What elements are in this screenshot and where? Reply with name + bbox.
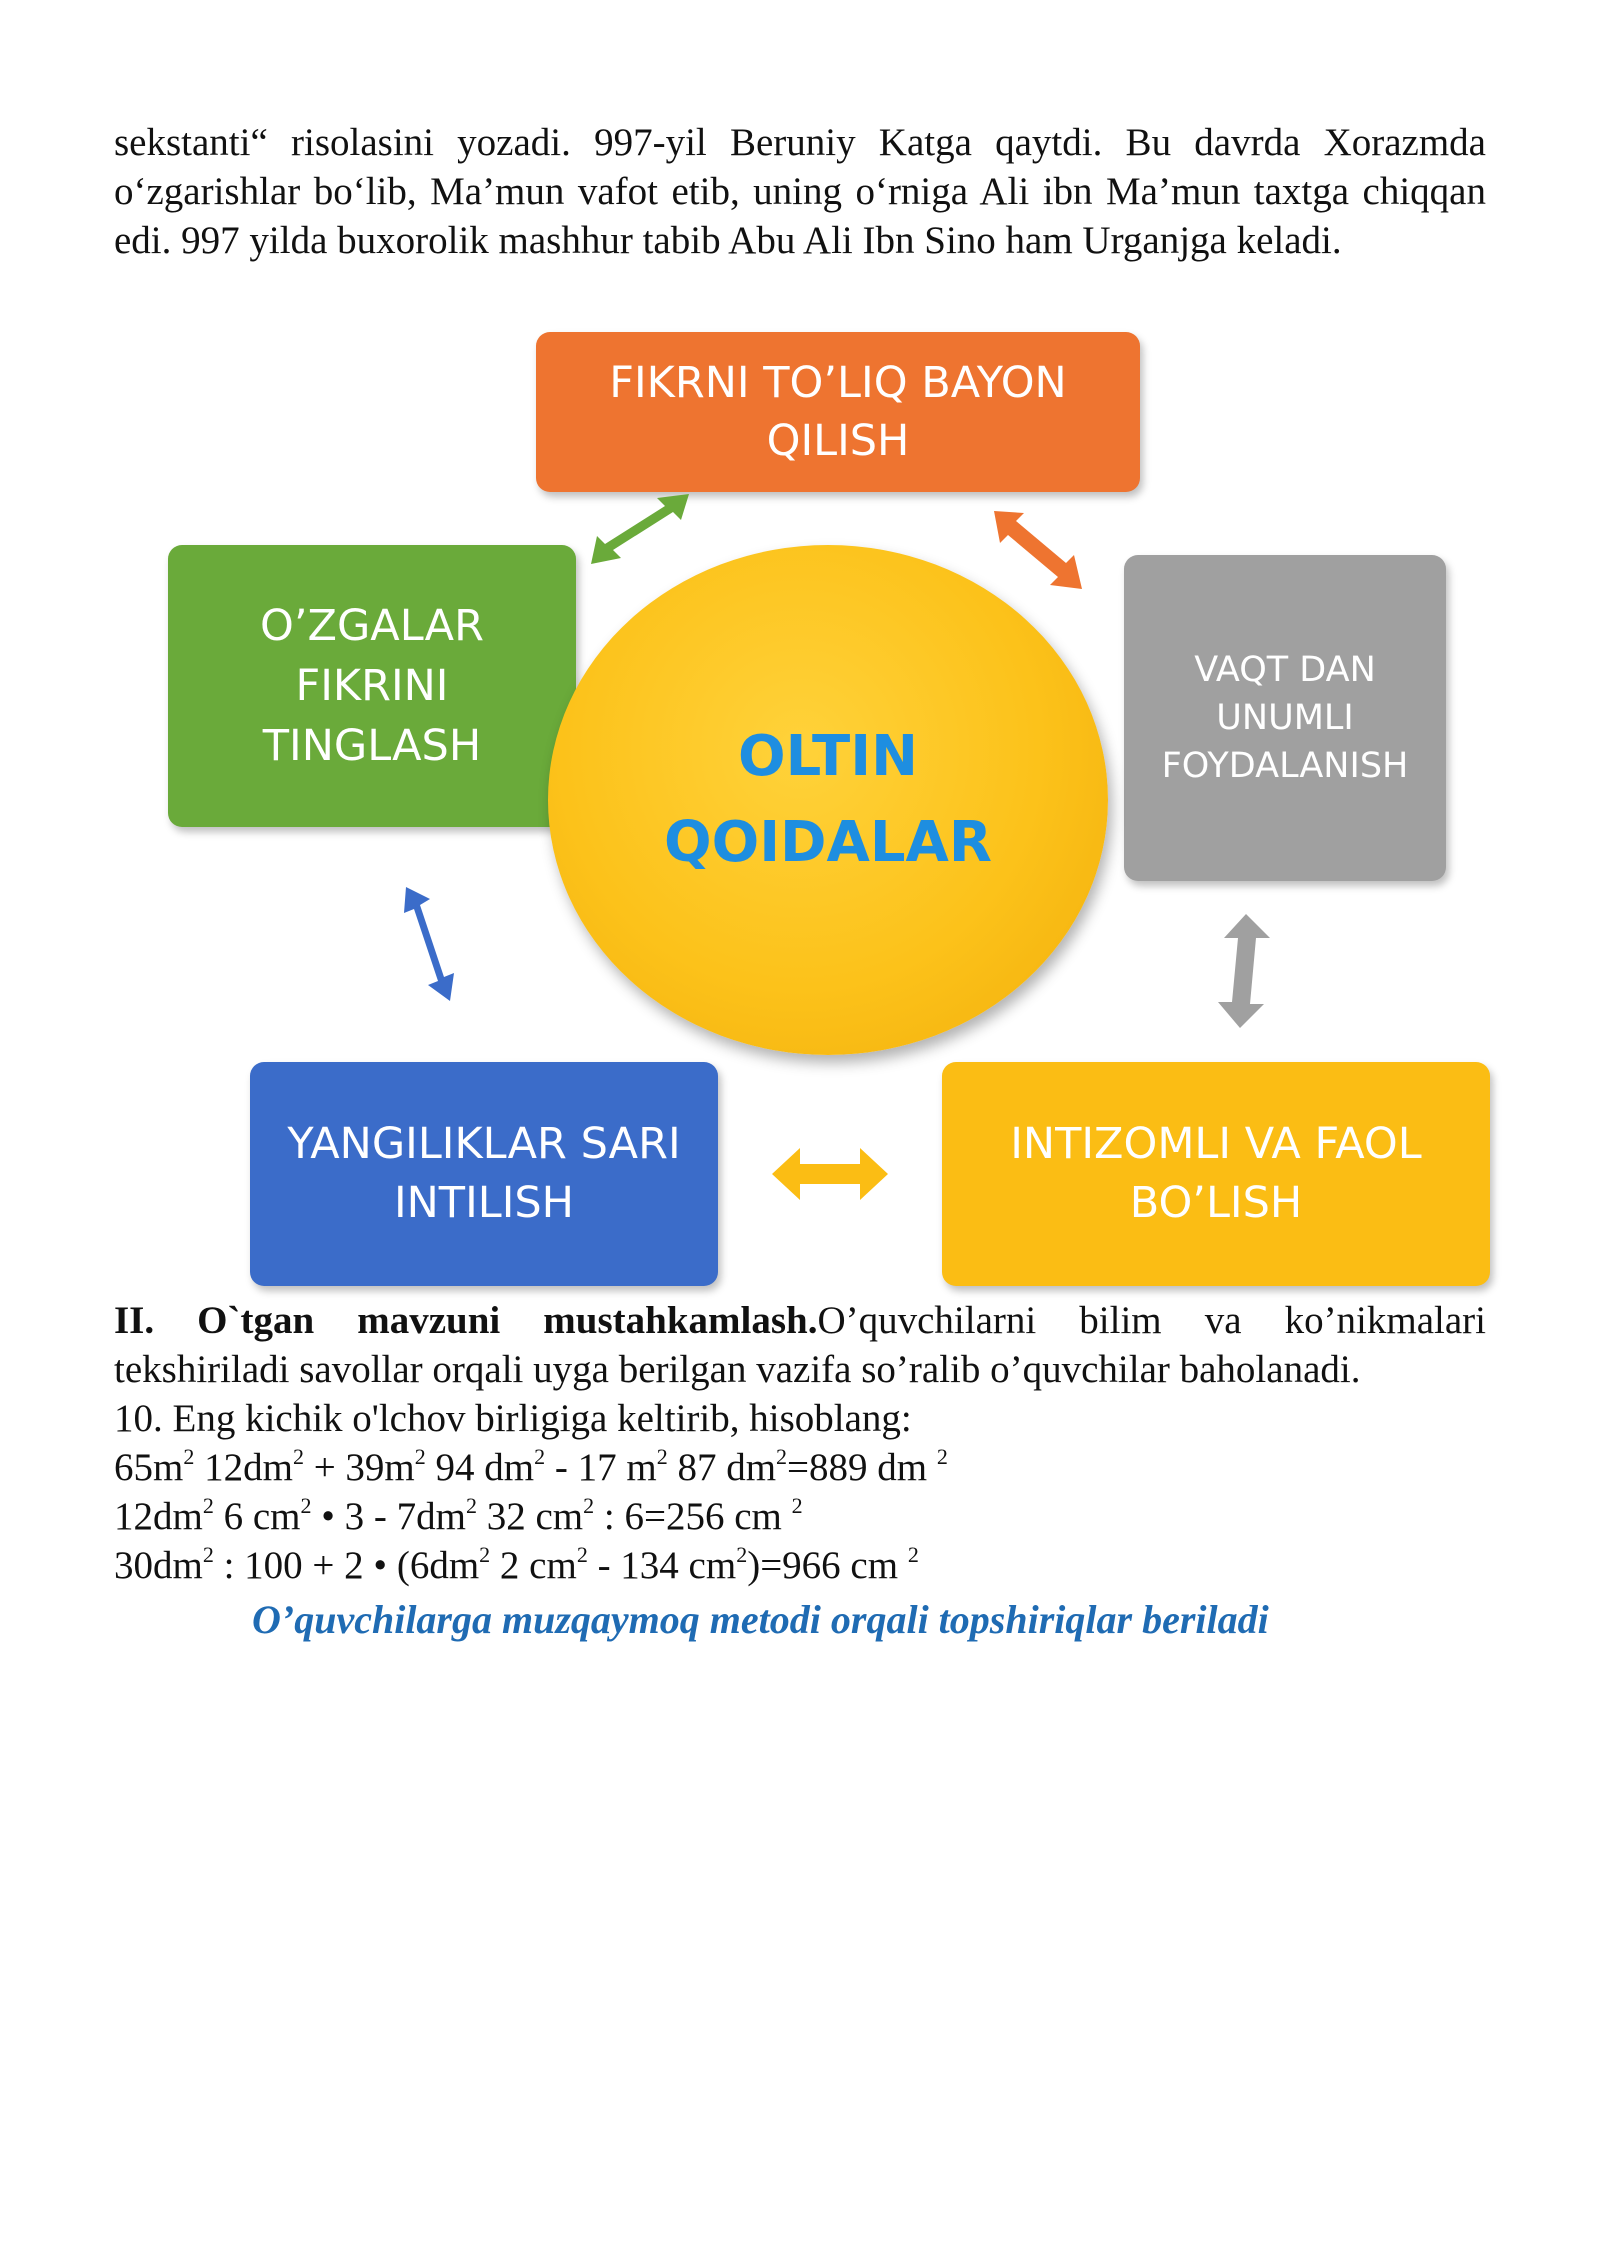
box-left-line-3: TINGLASH	[262, 721, 482, 771]
superscript: 2	[583, 1493, 595, 1518]
superscript: 2	[534, 1444, 546, 1469]
superscript: 2	[907, 1542, 919, 1567]
equation-part: 12dm	[114, 1495, 203, 1538]
superscript: 2	[776, 1444, 788, 1469]
equation-part: =889 dm	[787, 1446, 937, 1489]
box-left-line-1: O’ZGALAR	[260, 601, 484, 651]
equation-part: )=966 cm	[747, 1544, 908, 1587]
superscript: 2	[414, 1444, 426, 1469]
equation-part: 87 dm	[667, 1446, 777, 1489]
box-bl-line-1: YANGILIKLAR SARI	[287, 1119, 681, 1169]
box-right-line-2: UNUMLI	[1216, 698, 1354, 738]
box-br-line-1: INTIZOMLI VA FAOL	[1010, 1119, 1422, 1169]
task-line: 10. Eng kichik o'lchov birligiga keltirib, hisoblang:	[114, 1397, 912, 1440]
equation-part: : 100 + 2 • (6dm	[213, 1544, 480, 1587]
equation-part: 32 cm	[476, 1495, 584, 1538]
superscript: 2	[736, 1542, 748, 1567]
superscript: 2	[479, 1542, 491, 1567]
equation-part: • 3 - 7dm	[311, 1495, 466, 1538]
intro-paragraph: sekstanti“ risolasini yozadi. 997-yil Beruniy Katga qaytdi. Bu davrda Xorazmda o‘zgarishlar bo‘lib, Ma’mun vafot etib, uning o‘rniga Ali ibn Ma’mun taxtga chiqqan edi. 997 yilda buxorolik mashhur tabib Abu Ali Ibn Sino ham Urganjga keladi.	[114, 121, 1486, 262]
superscript: 2	[936, 1444, 948, 1469]
equation-2	[114, 1492, 803, 1541]
equation-part: 65m	[114, 1446, 184, 1489]
double-arrow-icon	[585, 490, 695, 570]
center-line-1: OLTIN	[738, 724, 918, 789]
equation-part: 2 cm	[490, 1544, 577, 1587]
box-top-line-2: QILISH	[766, 416, 910, 466]
equation-3	[114, 1541, 919, 1590]
double-arrow-icon	[770, 1142, 890, 1206]
equation-part: 30dm	[114, 1544, 203, 1587]
section-heading: II. O`tgan mavzuni mustahkamlash.	[114, 1299, 818, 1342]
box-strive-news	[250, 1062, 718, 1286]
box-left-line-2: FIKRINI	[295, 661, 449, 711]
box-bl-line-2: INTILISH	[393, 1178, 575, 1228]
box-state-thought	[536, 332, 1140, 492]
center-line-2: QOIDALAR	[663, 810, 992, 875]
equation-part: : 6=256 cm	[594, 1495, 792, 1538]
section-text-1: O’quvchilarni bilim va ko’nikmalari	[817, 1299, 1487, 1342]
center-circle	[548, 545, 1108, 1055]
equation-part: 6 cm	[213, 1495, 301, 1538]
superscript: 2	[465, 1493, 477, 1518]
box-listen-others	[168, 545, 576, 827]
box-right-line-1: VAQT DAN	[1194, 650, 1376, 690]
superscript: 2	[202, 1542, 214, 1567]
superscript: 2	[202, 1493, 214, 1518]
section-heading-line	[114, 1296, 1486, 1345]
double-arrow-icon	[392, 885, 472, 1005]
double-arrow-icon	[990, 505, 1090, 595]
closing-line: O’quvchilarga muzqaymoq metodi orqali topshiriqlar beriladi	[252, 1597, 1269, 1642]
equation-part: + 39m	[303, 1446, 415, 1489]
box-right-line-3: FOYDALANISH	[1161, 746, 1409, 786]
section-text-2: tekshiriladi savollar orqali uyga berilgan vazifa so’ralib o’quvchilar baholanadi.	[114, 1348, 1361, 1391]
double-arrow-icon	[1210, 912, 1280, 1030]
box-br-line-2: BO’LISH	[1129, 1178, 1303, 1228]
superscript: 2	[576, 1542, 588, 1567]
superscript: 2	[791, 1493, 803, 1518]
superscript: 2	[656, 1444, 668, 1469]
equation-1	[114, 1443, 948, 1492]
equation-part: - 17 m	[545, 1446, 657, 1489]
equation-part: 12dm	[194, 1446, 293, 1489]
equation-part: 94 dm	[425, 1446, 535, 1489]
superscript: 2	[183, 1444, 195, 1469]
superscript: 2	[300, 1493, 312, 1518]
box-use-time	[1124, 555, 1446, 881]
box-disciplined-active	[942, 1062, 1490, 1286]
box-top-line-1: FIKRNI TO’LIQ BAYON	[609, 358, 1067, 408]
equation-part: - 134 cm	[587, 1544, 737, 1587]
superscript: 2	[292, 1444, 304, 1469]
